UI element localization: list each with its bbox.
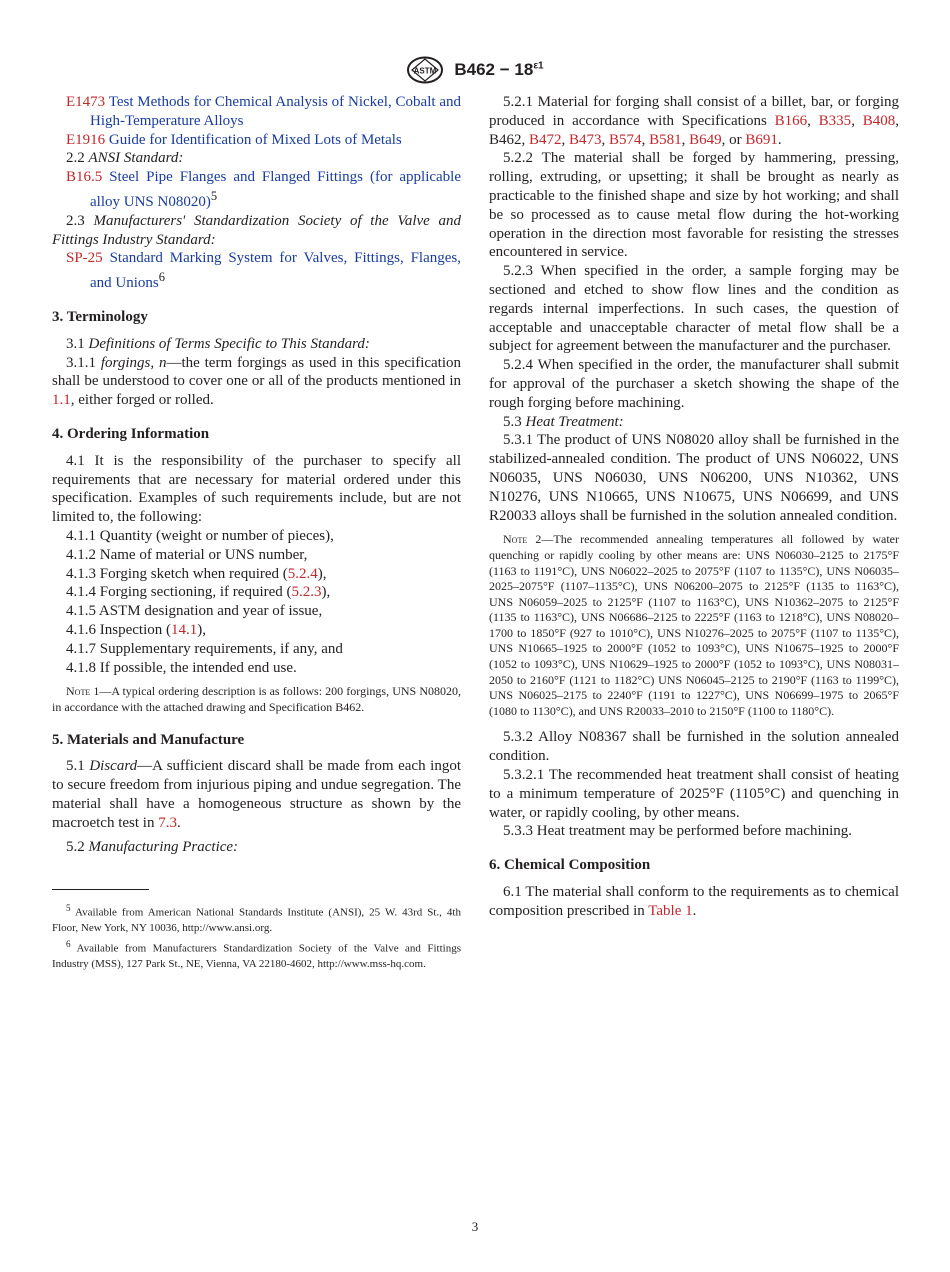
list-item: 4.1.3 Forging sketch when required (5.2.4), <box>66 565 327 582</box>
page-header <box>0 56 950 84</box>
section-5-2-4: 5.2.4 When specified in the order, the manufacturer shall submit for approval of the purchaser a sketch showing the shape of the rough forging before machining. <box>489 357 899 411</box>
list-item: 4.1.2 Name of material or UNS number, <box>66 546 308 563</box>
list-item: 4.1.5 ASTM designation and year of issue, <box>66 603 323 620</box>
page-number: 3 <box>471 1219 479 1234</box>
list-item: 4.1.6 Inspection (14.1), <box>66 621 206 638</box>
list-item: 4.1.7 Supplementary requirements, if any, and <box>66 640 343 657</box>
footnote-divider <box>52 889 149 890</box>
section-2-2: 2.2 ANSI Standard: <box>66 150 184 167</box>
spec-link-b335[interactable]: B335 <box>818 112 852 129</box>
section-2-3: 2.3 Manufacturers' Standardization Society of the Valve and Fittings Industry Standard: <box>52 212 461 248</box>
reference-e1916[interactable]: E1916 Guide for Identification of Mixed Lots of Metals <box>66 131 402 148</box>
section-5-3: 5.3 Heat Treatment: <box>503 413 624 430</box>
reference-b16-5[interactable]: B16.5 Steel Pipe Flanges and Flanged Fittings (for applicable alloy UNS N08020)$^5$ <box>66 169 461 210</box>
spec-link-b166[interactable]: B166 <box>774 112 808 129</box>
link-5-2-4[interactable]: 5.2.4 <box>287 565 318 582</box>
heading-chemical-composition: 6. Chemical Composition <box>489 857 651 874</box>
link-5-2-3[interactable]: 5.2.3 <box>291 584 322 601</box>
right-column <box>489 93 899 921</box>
section-5-2-3: 5.2.3 When specified in the order, a sample forging may be sectioned and etched to show flow lines and the condition as regards internal imperfections. In such cases, the question of acceptable and unacceptable character of metal flow shall be a subject for agreement between the manufacturer and the purchaser. <box>489 263 899 355</box>
note-1: Note 1—A typical ordering description is as follows: 200 forgings, UNS N08020, in accordance with the attached drawing and Specification B462. <box>52 684 461 714</box>
spec-link-b691[interactable]: B691 <box>745 131 778 148</box>
list-item: 4.1.8 If possible, the intended end use. <box>66 659 297 676</box>
note-2: Note 2—The recommended annealing temperatures all followed by water quenching or rapidly cooling by other means are: UNS N06030–2125 to 2175°F (1163 to 1191°C), UNS N06022–2025 to 2075°F (1107 to 1135°C), UNS N06035–2025–2075°F (1107–1135°C), UNS N06200–2075 to 2125°F (1135 to 1163°C), UNS N06059–2025 to 2125°F (1107 to 1163°C), UNS N10362–2075 to 2125°F (1135 to 1163°C), UNS N06686–2125 to 2225°F (1163 to 1218°C), UNS N08020–1700 to 1850°F (927 to 1010°C), UNS N10276–2025 to 2075°F (1107 to 1135°C), UNS N10665–1925 to 2000°F (1052 to 1093°C), UNS N10675–1925 to 2000°F (1052 to 1093°C), UNS N10629–1925 to 2000°F (1052 to 1093°C), UNS N08031–2050 to 2160°F (1121 to 1182°C) UNS N06045–2125 to 2190°F (1163 to 1199°C), UNS N06025–2175 to 2240°F (1191 to 1227°C), UNS N06699–1975 to 2065°F (1080 to 1130°C), and UNS R20033–2010 to 2150°F (1100 to 1180°C). <box>489 532 899 718</box>
section-3-1-1: 3.1.1 forgings, n—the term forgings as used in this specification shall be understood to cover one or all of the products mentioned in 1.1, either forged or rolled. <box>52 354 462 409</box>
spec-link-b574[interactable]: B574 <box>609 131 642 148</box>
list-item: 4.1.1 Quantity (weight or number of pieces), <box>66 527 334 544</box>
spec-b462: B462 <box>489 131 522 148</box>
section-5-3-2-1: 5.3.2.1 The recommended heat treatment shall consist of heating to a minimum temperature of 2025°F (1105°C) and quenching in water, or rapidly cooling, by other means. <box>489 767 899 821</box>
spec-link-b472[interactable]: B472 <box>529 131 562 148</box>
svg-text:ASTM: ASTM <box>414 66 437 76</box>
reference-sp-25[interactable]: SP-25 Standard Marking System for Valves, Fittings, Flanges, and Unions$^6$ <box>66 250 462 292</box>
section-5-3-3: 5.3.3 Heat treatment may be performed before machining. <box>503 823 853 840</box>
section-6-1: 6.1 The material shall conform to the requirements as to chemical composition prescribed in Table 1. <box>489 884 899 919</box>
section-5-1: 5.1 Discard—A sufficient discard shall be made from each ingot to secure freedom from injurious piping and undue segregation. The material shall have a homogeneous structure as shown by the macroetch test in 7.3. <box>52 758 461 831</box>
section-5-3-1: 5.3.1 The product of UNS N08020 alloy shall be furnished in the stabilized-annealed condition. The product of UNS N06022, UNS N06035, UNS N06030, UNS N06200, UNS N10362, UNS N10276, UNS N10665, UNS N10675, UNS N06699, and UNS R20033 alloys shall be furnished in the solution annealed condition. <box>489 432 899 524</box>
spec-link-b408[interactable]: B408 <box>862 112 896 129</box>
spec-link-b581[interactable]: B581 <box>649 131 682 148</box>
footnote-6: $^6$ Available from Manufacturers Standardization Society of the Valve and Fittings Industry (MSS), 127 Park St., NE, Vienna, VA 22180-4602, http://www.mss-hq.com. <box>52 938 461 970</box>
link-1-1[interactable]: 1.1 <box>52 392 71 409</box>
spec-link-b649[interactable]: B649 <box>689 131 722 148</box>
footnote-5: $^5$ Available from American National Standards Institute (ANSI), 25 W. 43rd St., 4th Floor, New York, NY 10036, http://www.ansi.org. <box>52 903 461 935</box>
section-4-1: 4.1 It is the responsibility of the purchaser to specify all requirements that are necessary for material ordered under this specification. Examples of such requirements include, but are not limited to, the following: <box>52 452 461 526</box>
reference-e1473[interactable]: E1473 Test Methods for Chemical Analysis of Nickel, Cobalt and High-Temperature Alloys <box>66 94 461 129</box>
section-5-2-2: 5.2.2 The material shall be forged by hammering, pressing, rolling, extruding, or upsetting; it shall be brought as nearly as practicable to the finished shape and size by hot working; and shall be so processed as to cause metal flow during the hot-working operation in the direction most favorable for resisting the stresses encountered in service. <box>489 150 899 261</box>
heading-terminology: 3. Terminology <box>52 308 148 325</box>
spec-link-b473[interactable]: B473 <box>569 131 602 148</box>
section-3-1: 3.1 Definitions of Terms Specific to This Standard: <box>66 335 370 352</box>
section-5-2: 5.2 Manufacturing Practice: <box>66 839 239 856</box>
heading-materials-manufacture: 5. Materials and Manufacture <box>52 731 245 748</box>
left-column <box>52 93 461 857</box>
list-item: 4.1.4 Forging sectioning, if required (5.2.3), <box>66 584 331 601</box>
heading-ordering-information: 4. Ordering Information <box>52 425 210 442</box>
link-table-1[interactable]: Table 1 <box>648 902 693 919</box>
link-14-1[interactable]: 14.1 <box>170 621 198 638</box>
section-5-3-2: 5.3.2 Alloy N08367 shall be furnished in the solution annealed condition. <box>489 729 899 765</box>
astm-logo-icon <box>406 56 444 84</box>
link-7-3[interactable]: 7.3 <box>158 814 177 831</box>
section-5-2-1: 5.2.1 Material for forging shall consist of a billet, bar, or forging produced in accordance with Specifications B166, B335, B408, B462, B472, B473, B574, B581, B649, or B691. <box>489 94 900 148</box>
standard-designation: $B462 - 18^{\varepsilon 1}$ <box>454 60 544 79</box>
footnotes <box>52 901 461 972</box>
